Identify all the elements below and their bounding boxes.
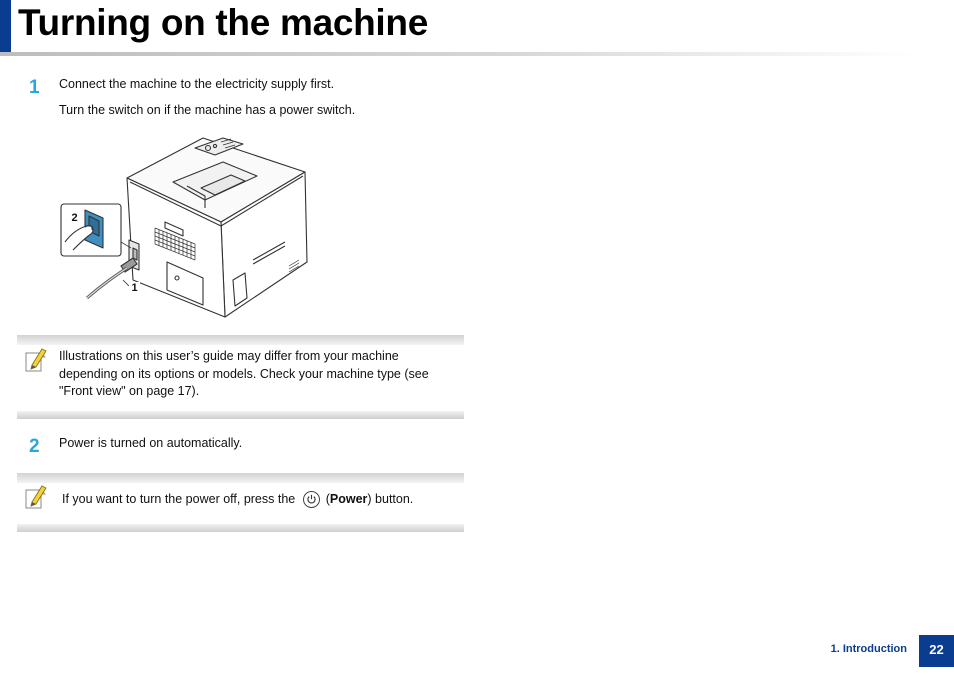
note-box-2	[17, 473, 464, 532]
step-1-line-2: Turn the switch on if the machine has a power switch.	[59, 103, 356, 117]
note-rule-bottom	[17, 524, 464, 532]
note-1-text: Illustrations on this user’s guide may differ from your machine depending on its options or models. Check your machine type (see "Front view" on page 17).	[59, 349, 429, 398]
callout-2: 2	[69, 212, 80, 224]
note-rule-top	[17, 473, 464, 483]
footer-section-label: 1. Introduction	[830, 643, 907, 655]
page-title: Turning on the machine	[18, 2, 428, 43]
title-accent-bar	[0, 0, 11, 52]
step-1-line-1: Connect the machine to the electricity supply first.	[59, 77, 335, 91]
note-rule-top	[17, 335, 464, 345]
step-number-1: 1	[29, 77, 40, 98]
page-number: 22	[919, 635, 954, 667]
step-2-line-1: Power is turned on automatically.	[59, 436, 243, 450]
callout-1: 1	[129, 282, 140, 294]
note-pencil-icon	[24, 347, 48, 373]
note-box-1	[17, 335, 464, 419]
step-number-2: 2	[29, 436, 40, 457]
note-2-text	[62, 491, 460, 509]
note-2-text-before: If you want to turn the power off, press the	[62, 492, 296, 506]
printer-power-illustration	[55, 130, 320, 325]
power-label: Power	[329, 492, 368, 506]
note-2-paren-open: (	[325, 492, 330, 506]
note-pencil-icon	[24, 484, 48, 510]
note-2-text-after: ) button.	[367, 492, 414, 506]
title-rule	[0, 52, 915, 56]
power-icon	[303, 491, 320, 508]
note-rule-bottom	[17, 411, 464, 419]
